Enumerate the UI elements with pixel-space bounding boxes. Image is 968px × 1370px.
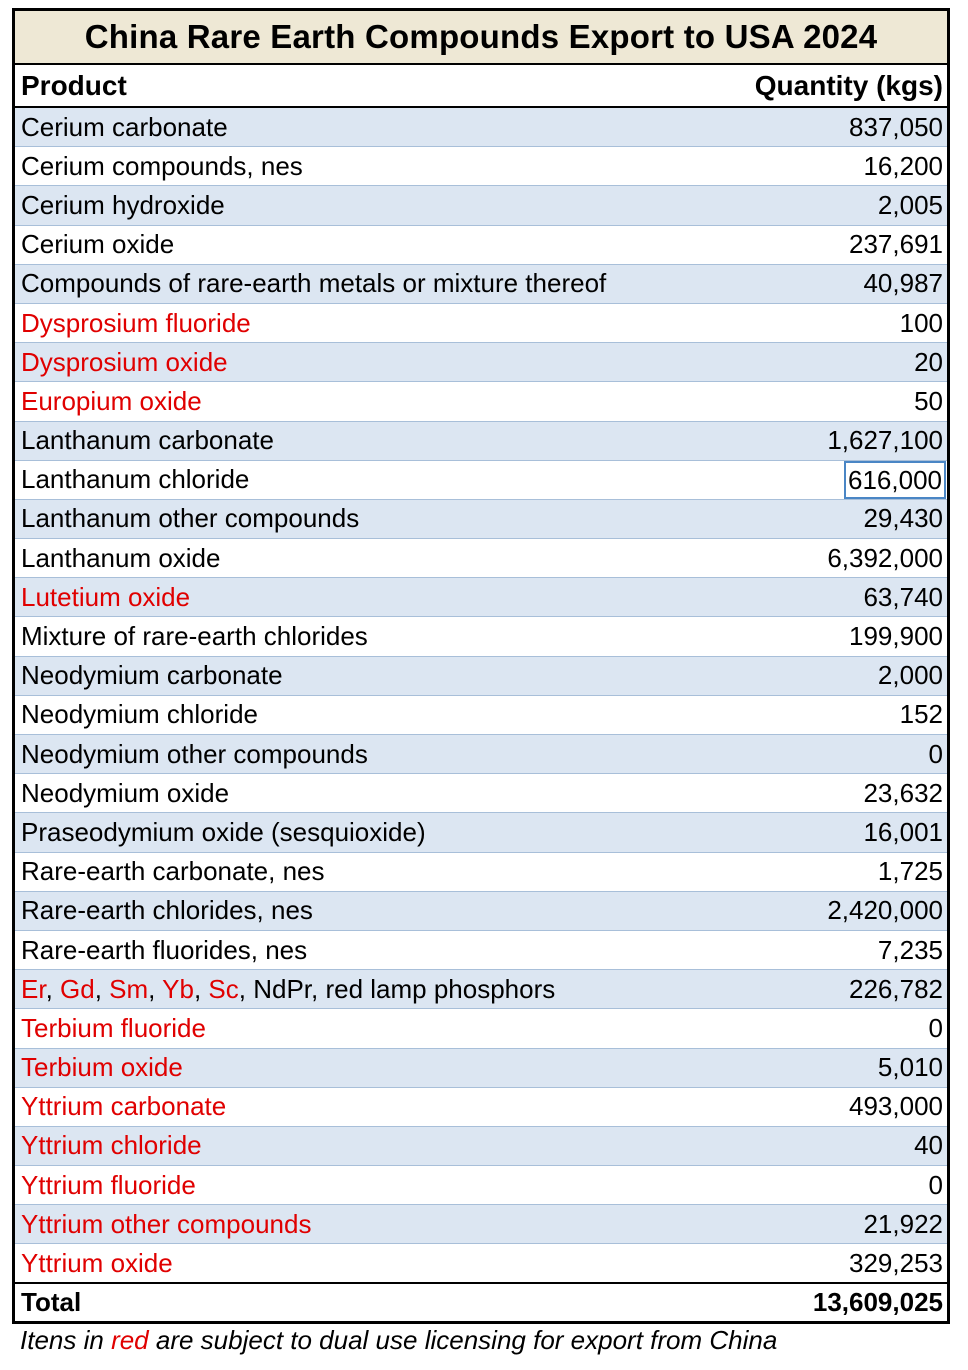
table-row [15,657,947,696]
product-segment: Gd [60,973,95,1004]
product-cell[interactable]: Europium oxide [21,385,202,416]
quantity-cell[interactable]: 2,000 [877,660,943,691]
quantity-cell[interactable]: 5,010 [877,1052,943,1083]
product-cell[interactable]: Terbium oxide [21,1052,183,1083]
quantity-cell[interactable]: 2,005 [877,189,943,220]
table-row [15,422,947,461]
total-label[interactable]: Total [21,1286,82,1317]
product-segment: , [148,973,163,1004]
table-row [15,696,947,735]
table-row [15,1127,947,1166]
table-row [15,265,947,304]
quantity-cell[interactable]: 40 [914,1130,943,1161]
product-cell[interactable]: Yttrium fluoride [21,1169,196,1200]
table-row [15,853,947,892]
product-cell[interactable]: Dysprosium oxide [21,346,228,377]
quantity-cell[interactable]: 237,691 [849,229,943,260]
product-cell[interactable]: Cerium compounds, nes [21,150,303,181]
product-cell[interactable]: Praseodymium oxide (sesquioxide) [21,816,426,847]
header-row [15,65,947,108]
product-segment: , NdPr, red lamp phosphors [238,973,556,1004]
product-cell[interactable]: Lutetium oxide [21,581,191,612]
table-row [15,931,947,970]
quantity-cell[interactable]: 329,253 [849,1247,943,1278]
total-quantity[interactable]: 13,609,025 [812,1286,943,1317]
spreadsheet-table [12,8,950,1324]
table-row [15,1244,947,1283]
quantity-cell[interactable]: 199,900 [849,621,943,652]
table-row [15,226,947,265]
quantity-cell[interactable]: 0 [928,1169,943,1200]
table-row [15,382,947,421]
footnote-after: are subject to dual use licensing for export from China [148,1325,778,1355]
product-cell[interactable]: Lanthanum oxide [21,542,221,573]
product-cell[interactable]: Yttrium carbonate [21,1091,227,1122]
product-cell[interactable]: Dysprosium fluoride [21,307,251,338]
product-cell[interactable]: Lanthanum chloride [21,464,250,495]
product-cell[interactable]: Cerium oxide [21,229,175,260]
footnote [20,1325,777,1356]
quantity-cell[interactable]: 23,632 [863,777,943,808]
quantity-cell[interactable]: 100 [899,307,943,338]
table-body [15,108,947,1284]
product-cell[interactable] [21,974,555,1005]
product-cell[interactable]: Yttrium other compounds [21,1208,312,1239]
product-segment: Sm [109,973,149,1004]
table-row [15,1088,947,1127]
table-title: China Rare Earth Compounds Export to USA 2024 [15,11,947,65]
table-row [15,304,947,343]
product-cell[interactable]: Neodymium carbonate [21,660,283,691]
total-row [15,1284,947,1321]
table-row [15,735,947,774]
quantity-cell[interactable]: 50 [914,385,943,416]
product-cell[interactable]: Lanthanum carbonate [21,425,274,456]
quantity-cell[interactable]: 16,200 [863,150,943,181]
product-cell[interactable]: Compounds of rare-earth metals or mixture thereof [21,268,607,299]
quantity-cell[interactable]: 493,000 [849,1091,943,1122]
table-row [15,186,947,225]
quantity-cell[interactable]: 0 [928,738,943,769]
product-cell[interactable]: Neodymium other compounds [21,738,368,769]
product-cell[interactable]: Rare-earth fluorides, nes [21,934,308,965]
quantity-cell[interactable]: 16,001 [863,816,943,847]
table-row [15,1049,947,1088]
product-segment: Er [21,973,46,1004]
product-cell[interactable]: Rare-earth carbonate, nes [21,856,325,887]
quantity-cell[interactable]: 29,430 [863,503,943,534]
quantity-cell[interactable]: 1,627,100 [827,425,943,456]
table-row [15,1166,947,1205]
quantity-cell[interactable]: 2,420,000 [827,895,943,926]
quantity-cell[interactable]: 20 [914,346,943,377]
product-segment: , [193,973,209,1004]
quantity-cell[interactable]: 40,987 [863,268,943,299]
product-column-header[interactable]: Product [21,69,127,101]
product-segment: , [45,973,61,1004]
table-row [15,970,947,1009]
table-row [15,343,947,382]
quantity-cell[interactable]: 63,740 [863,581,943,612]
table-row [15,617,947,656]
product-cell[interactable]: Neodymium chloride [21,699,258,730]
table-row [15,461,947,500]
table-row [15,813,947,852]
product-cell[interactable]: Terbium fluoride [21,1012,206,1043]
quantity-cell[interactable]: 6,392,000 [827,542,943,573]
quantity-column-header[interactable]: Quantity (kgs) [754,69,943,101]
table-row [15,539,947,578]
product-cell[interactable]: Cerium hydroxide [21,189,225,220]
table-row [15,892,947,931]
table-row [15,1205,947,1244]
product-cell[interactable]: Cerium carbonate [21,111,228,142]
table-row [15,1009,947,1048]
quantity-cell[interactable]: 152 [899,699,943,730]
footnote-before: Itens in [20,1325,112,1355]
quantity-cell[interactable]: 21,922 [863,1208,943,1239]
quantity-cell[interactable]: 837,050 [849,111,943,142]
quantity-cell[interactable]: 7,235 [877,934,943,965]
table-row [15,147,947,186]
product-cell[interactable]: Yttrium chloride [21,1130,202,1161]
product-cell[interactable]: Yttrium oxide [21,1247,173,1278]
table-row [15,500,947,539]
quantity-cell-selected[interactable]: 616,000 [844,461,946,499]
quantity-cell[interactable]: 1,725 [877,856,943,887]
product-segment: , [94,973,110,1004]
table-row [15,578,947,617]
quantity-cell[interactable]: 0 [928,1012,943,1043]
product-cell[interactable]: Lanthanum other compounds [21,503,360,534]
product-cell[interactable]: Mixture of rare-earth chlorides [21,621,368,652]
product-segment: Yb [162,973,194,1004]
footnote-red-word: red [111,1325,149,1355]
table-row [15,774,947,813]
table-row [15,108,947,147]
product-cell[interactable]: Neodymium oxide [21,777,230,808]
product-segment: Sc [208,973,239,1004]
product-cell[interactable]: Rare-earth chlorides, nes [21,895,313,926]
quantity-cell[interactable]: 226,782 [849,973,943,1004]
